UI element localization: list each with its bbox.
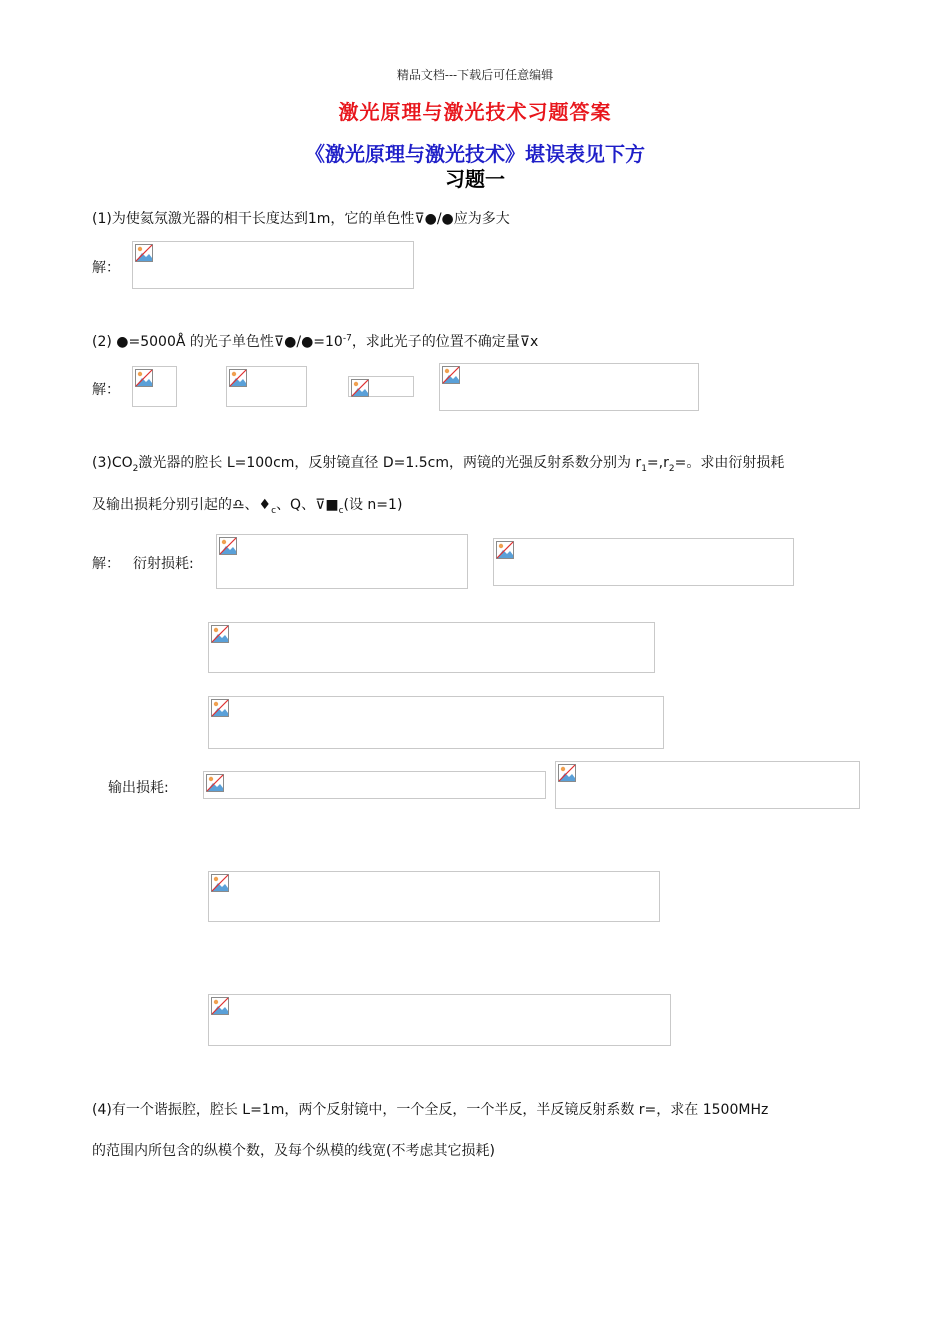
question-3-text-part: (设 n=1) bbox=[343, 497, 403, 513]
question-3-text-part: =。求由衍射损耗 bbox=[674, 455, 785, 471]
section-title: 习题一 bbox=[445, 167, 505, 191]
broken-image-icon bbox=[206, 774, 224, 792]
broken-image-icon bbox=[211, 997, 229, 1015]
exponent: -7 bbox=[342, 333, 352, 344]
errata-title: 《激光原理与激光技术》堪误表见下方 bbox=[305, 142, 645, 166]
question-3-answer-label: 解： bbox=[92, 556, 120, 572]
document-title: 激光原理与激光技术习题答案 bbox=[338, 100, 612, 124]
broken-image-icon bbox=[351, 379, 369, 397]
formula-image bbox=[203, 771, 546, 799]
question-3-line-1 bbox=[92, 452, 784, 474]
formula-image bbox=[555, 761, 860, 809]
question-1-text: (1)为使氦氖激光器的相干长度达到1m，它的单色性⊽●/●应为多大 bbox=[92, 211, 510, 227]
broken-image-icon bbox=[211, 625, 229, 643]
question-3-text-part: 激光器的腔长 L=100cm，反射镜直径 D=1.5cm，两镜的光强反射系数分别为 r bbox=[138, 455, 642, 471]
formula-image bbox=[216, 534, 468, 589]
formula-image bbox=[439, 363, 699, 411]
question-4-line-2: 的范围内所包含的纵模个数，及每个纵模的线宽(不考虑其它损耗) bbox=[92, 1143, 495, 1159]
broken-image-icon bbox=[496, 541, 514, 559]
question-4-line-1: (4)有一个谐振腔，腔长 L=1m，两个反射镜中，一个全反，一个半反，半反镜反射系数 r=，求在 1500MHz bbox=[92, 1102, 769, 1118]
question-3-text-part: =,r bbox=[646, 455, 669, 471]
formula-image bbox=[493, 538, 794, 586]
question-2-text bbox=[92, 331, 538, 351]
output-loss-label: 输出损耗: bbox=[108, 780, 169, 796]
question-3-text-part: (3)CO bbox=[92, 455, 133, 471]
formula-image bbox=[208, 622, 655, 673]
formula-image bbox=[208, 696, 664, 749]
question-3-line-2 bbox=[92, 494, 402, 516]
formula-image bbox=[348, 376, 414, 397]
broken-image-icon bbox=[558, 764, 576, 782]
formula-image bbox=[226, 366, 307, 407]
question-2-answer-label: 解： bbox=[92, 382, 120, 398]
formula-image bbox=[208, 871, 660, 922]
question-3-text-part: 及输出损耗分别引起的♎、♦ bbox=[92, 497, 272, 513]
broken-image-icon bbox=[135, 244, 153, 262]
question-2-text-part: ，求此光子的位置不确定量⊽x bbox=[351, 334, 539, 350]
broken-image-icon bbox=[211, 874, 229, 892]
broken-image-icon bbox=[211, 699, 229, 717]
subscript: 2 bbox=[668, 463, 675, 474]
subscript: 2 bbox=[132, 463, 139, 474]
broken-image-icon bbox=[219, 537, 237, 555]
broken-image-icon bbox=[442, 366, 460, 384]
question-3-text-part: 、Q、⊽■ bbox=[276, 497, 339, 513]
subscript: c bbox=[338, 505, 344, 516]
header-note: 精品文档---下载后可任意编辑 bbox=[396, 68, 554, 82]
broken-image-icon bbox=[135, 369, 153, 387]
formula-image bbox=[132, 366, 177, 407]
formula-image bbox=[208, 994, 671, 1046]
broken-image-icon bbox=[229, 369, 247, 387]
question-1-answer-label: 解： bbox=[92, 260, 120, 276]
subscript: 1 bbox=[641, 463, 647, 474]
question-2-text-part: (2) ●=5000Å 的光子单色性⊽●/●=10 bbox=[92, 334, 343, 350]
diffraction-loss-label: 衍射损耗: bbox=[133, 556, 194, 572]
subscript: c bbox=[271, 505, 277, 516]
formula-image bbox=[132, 241, 414, 289]
